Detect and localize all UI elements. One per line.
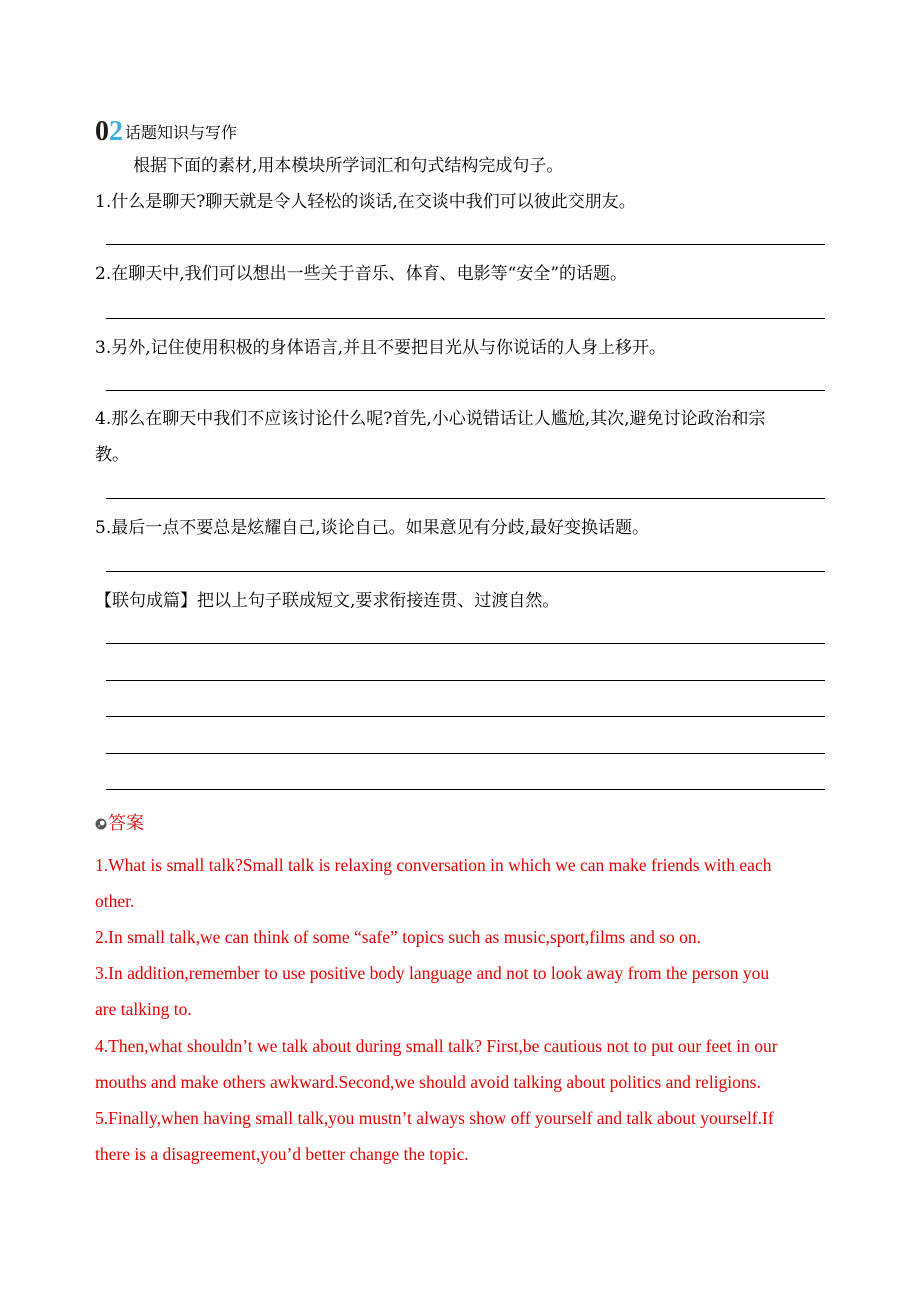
question-4-continued: 教。 [95,445,129,465]
answer-text-line-3: 2.In small talk,we can think of some “safe” topics such as music,sport,films and so on. [95,927,702,947]
instruction-text: 根据下面的素材,用本模块所学词汇和句式结构完成句子。 [133,156,564,176]
answer-text-line-7: mouths and make others awkward.Second,we should avoid talking about politics and religions. [95,1072,761,1092]
essay-line-1[interactable] [106,643,825,644]
question-3: 3.另外,记住使用积极的身体语言,并且不要把目光从与你说话的人身上移开。 [95,338,667,358]
answer-line-3[interactable] [106,390,825,391]
answer-text-line-5: are talking to. [95,999,192,1019]
section-number-first: 0 [95,116,109,147]
answer-text-line-4: 3.In addition,remember to use positive body language and not to look away from the person you [95,963,770,983]
section-title: 话题知识与写作 [125,123,238,142]
answer-title: 答案 [108,813,144,834]
answer-text-line-2: other. [95,891,135,911]
question-1: 1.什么是聊天?聊天就是令人轻松的谈话,在交谈中我们可以彼此交朋友。 [95,192,636,212]
question-4: 4.那么在聊天中我们不应该讨论什么呢?首先,小心说错话让人尴尬,其次,避免讨论政治和宗 [95,409,766,429]
essay-line-3[interactable] [106,716,825,717]
section-header [95,112,237,146]
link-task-text: 【联句成篇】把以上句子联成短文,要求衔接连贯、过渡自然。 [95,591,560,611]
answer-text-line-6: 4.Then,what shouldn’t we talk about during small talk? First,be cautious not to put our feet in our [95,1036,778,1056]
essay-line-2[interactable] [106,680,825,681]
essay-line-5[interactable] [106,789,825,790]
answer-text-line-9: there is a disagreement,you’d better change the topic. [95,1144,469,1164]
answer-text-line-8: 5.Finally,when having small talk,you mustn’t always show off yourself and talk about yourself.If [95,1108,774,1128]
essay-line-4[interactable] [106,753,825,754]
answer-line-4[interactable] [106,498,825,499]
answer-header [95,812,144,836]
question-2: 2.在聊天中,我们可以想出一些关于音乐、体育、电影等“安全”的话题。 [95,264,628,284]
answer-line-2[interactable] [106,318,825,319]
answer-badge-icon [95,818,107,830]
answer-line-1[interactable] [106,244,825,245]
question-5: 5.最后一点不要总是炫耀自己,谈论自己。如果意见有分歧,最好变换话题。 [95,518,650,538]
answer-line-5[interactable] [106,571,825,572]
section-number-second: 2 [109,116,123,147]
answer-text-line-1: 1.What is small talk?Small talk is relaxing conversation in which we can make friends with each [95,855,772,875]
